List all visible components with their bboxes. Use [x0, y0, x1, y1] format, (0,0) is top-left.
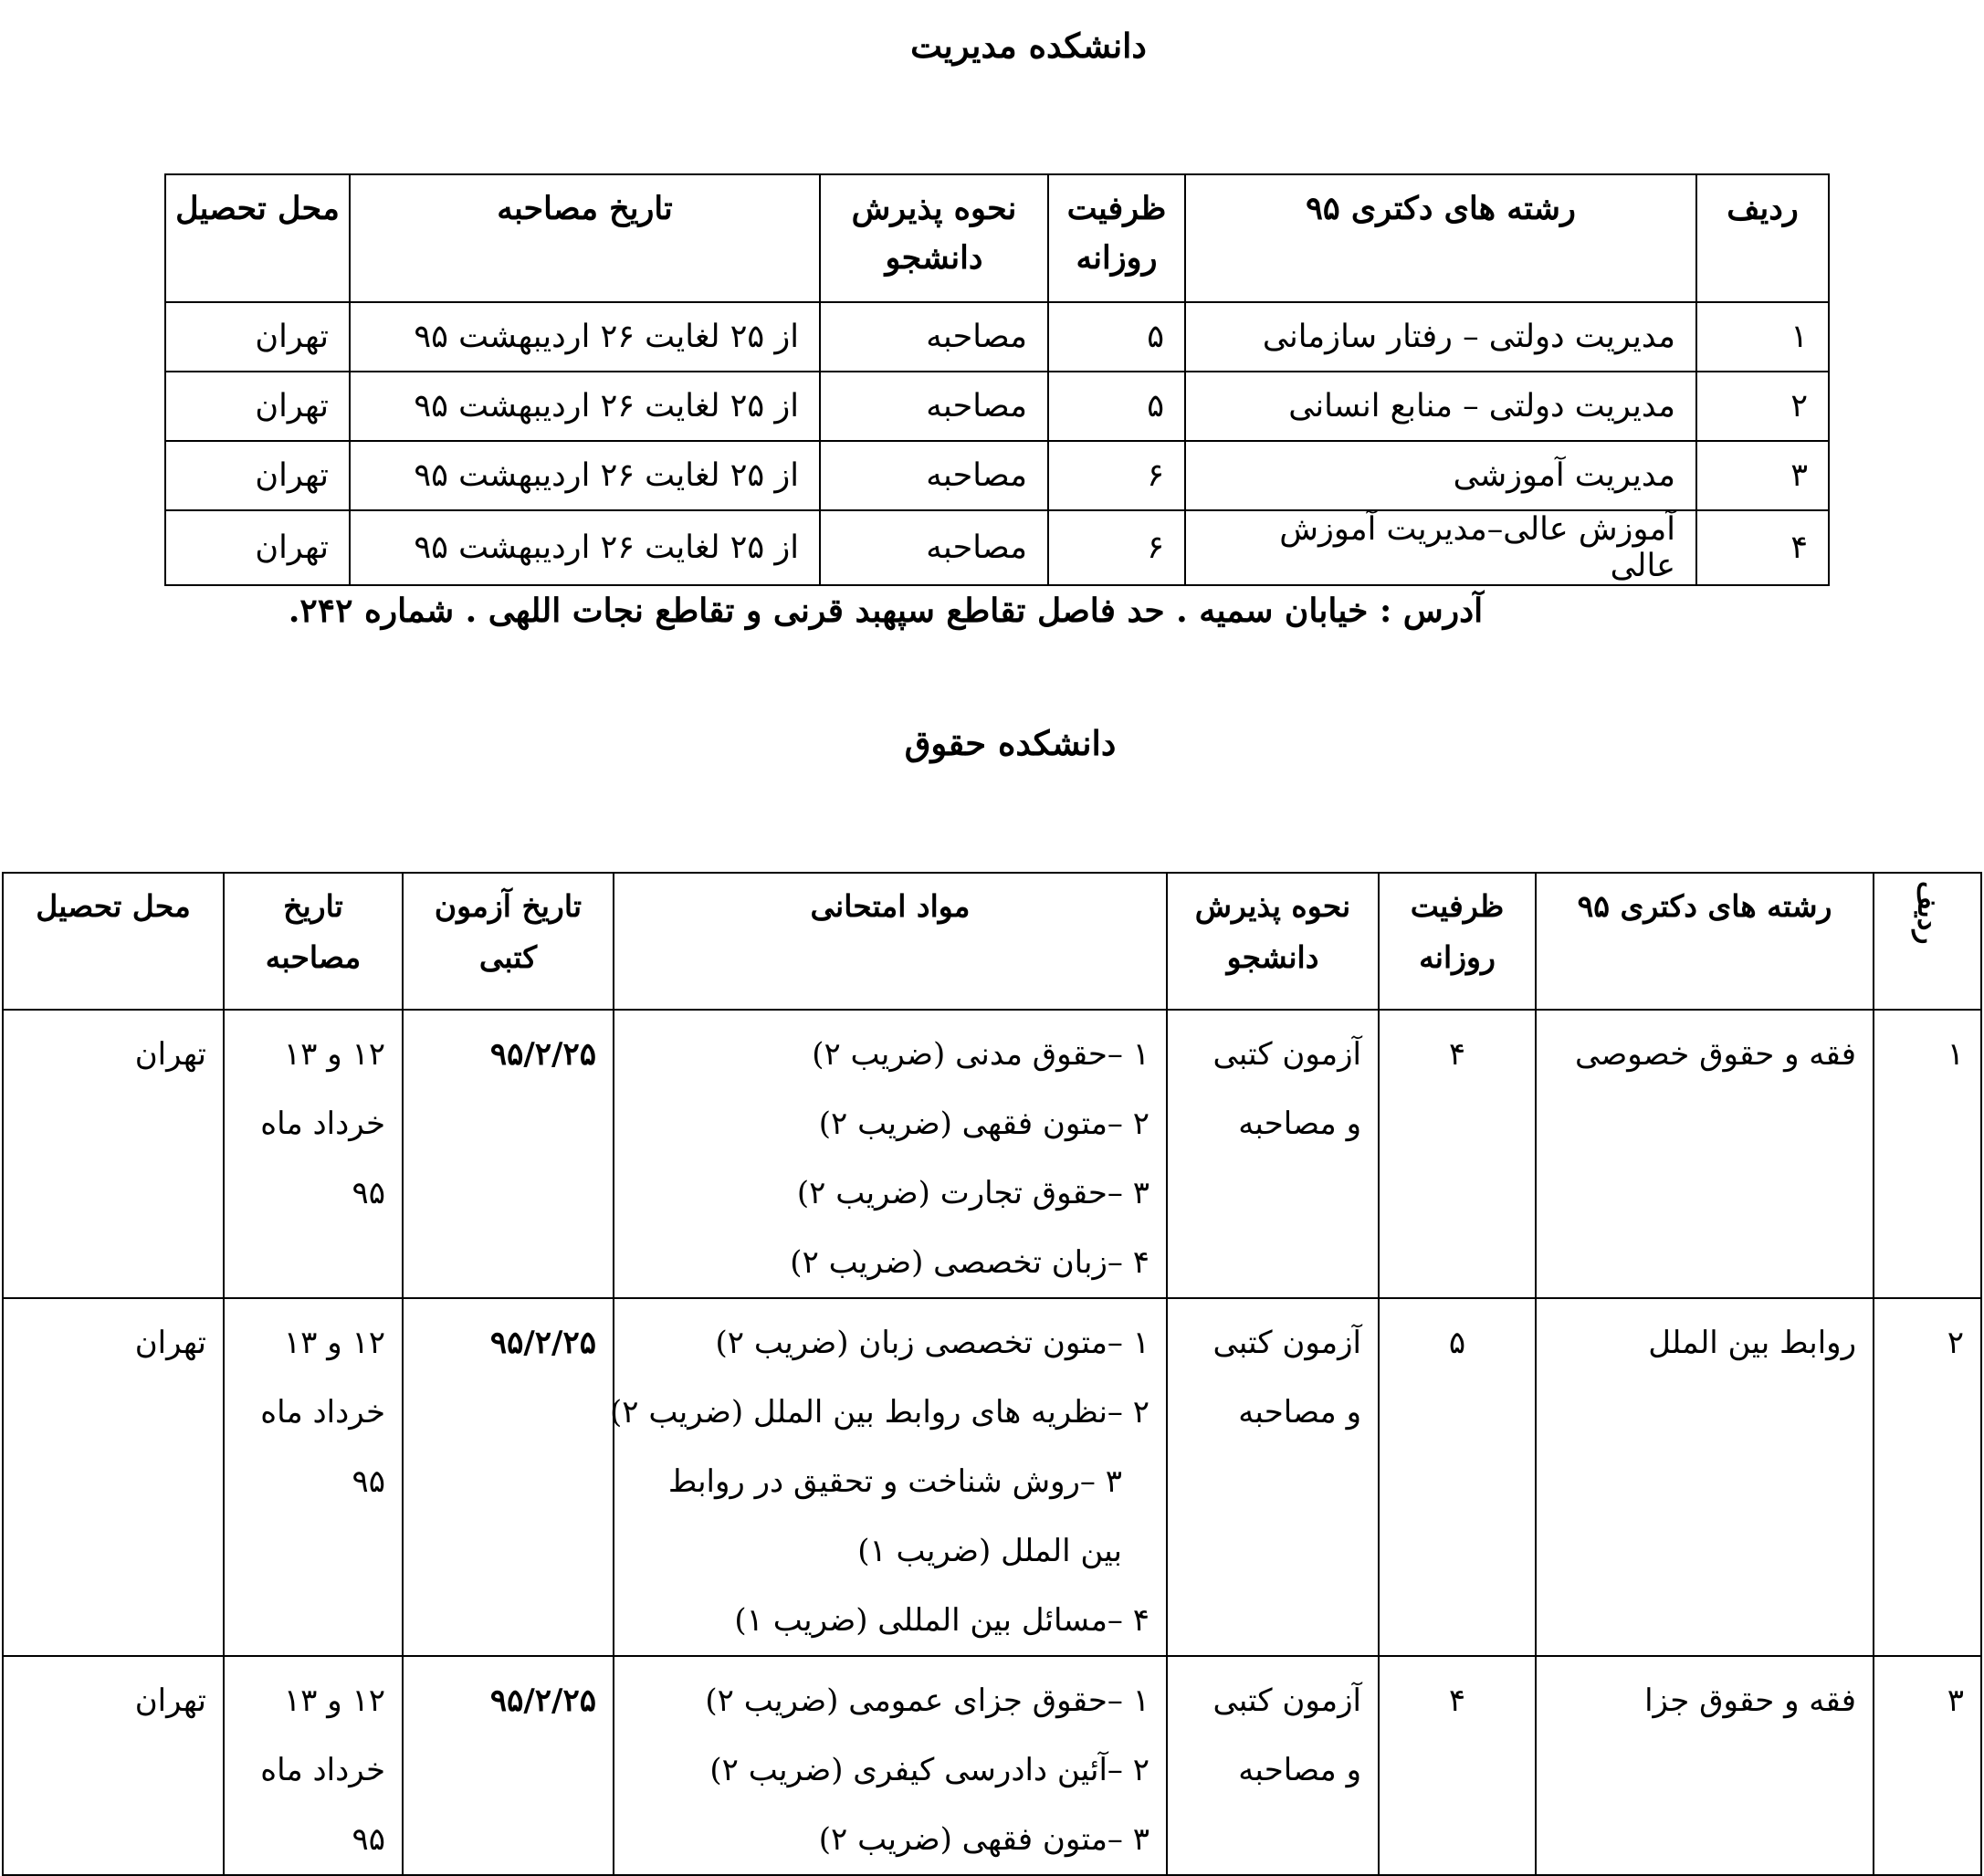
interview-date — [224, 1298, 403, 1656]
subject-item: ۱ –حقوق مدنی (ضریب ۲) — [812, 1036, 1149, 1073]
capacity: ۶ — [1048, 441, 1185, 510]
field-name: روابط بین الملل — [1536, 1298, 1874, 1656]
interview-date-line: ۱۲ و ۱۳ — [283, 1325, 385, 1361]
subject-item: ۱ –متون تخصصی زبان (ضریب ۲) — [715, 1325, 1149, 1361]
subject-item: ۲ –آئین دادرسی کیفری (ضریب ۲) — [709, 1752, 1149, 1788]
admission-method-line: آزمون کتبی — [1212, 1682, 1361, 1719]
interview-date-line: ۹۵ — [352, 1821, 385, 1858]
table-row — [3, 1656, 1981, 1875]
table-row — [165, 510, 1829, 585]
subject-item: ۲ –نظریه های روابط بین الملل (ضریب ۲) — [610, 1394, 1149, 1431]
row-number: ۳ — [1696, 441, 1829, 510]
management-table — [164, 173, 1830, 586]
admission-method-line: آزمون کتبی — [1212, 1325, 1361, 1361]
study-place: تهران — [3, 1656, 224, 1875]
interview-date-line: خرداد ماه — [260, 1752, 385, 1788]
capacity: ۶ — [1048, 510, 1185, 585]
admission-method — [1167, 1656, 1379, 1875]
admission-method: مصاحبه — [820, 510, 1048, 585]
capacity: ۴ — [1379, 1010, 1536, 1298]
exam-subjects — [610, 1298, 1167, 1656]
field-name: فقه و حقوق جزا — [1536, 1656, 1874, 1875]
interview-date: از ۲۵ لغایت ۲۶ اردیبهشت ۹۵ — [350, 510, 820, 585]
table-row — [165, 302, 1829, 372]
header-interview-date: تاریخ مصاحبه — [350, 174, 820, 302]
subject-item: ۴ –زبان تخصصی (ضریب ۲) — [790, 1244, 1149, 1281]
header-row-number: ردیف — [1874, 873, 1981, 1010]
law-table — [2, 872, 1982, 1876]
written-exam-date: ۹۵/۲/۲۵ — [403, 1010, 614, 1298]
admission-method-line: و مصاحبه — [1238, 1752, 1361, 1788]
row-number: ۱ — [1696, 302, 1829, 372]
interview-date — [224, 1656, 403, 1875]
exam-subjects — [614, 1656, 1167, 1875]
header-capacity: ظرفیت روزانه — [1379, 873, 1536, 1010]
capacity: ۵ — [1048, 302, 1185, 372]
header-interview-date: تاریخ مصاحبه — [224, 873, 403, 1010]
header-study-place: محل تحصیل — [3, 873, 224, 1010]
table-header-row — [3, 873, 1981, 1010]
header-field: رشته های دکتری ۹۵ — [1536, 873, 1874, 1010]
row-number: ۲ — [1874, 1298, 1981, 1656]
subject-item: ۳ –متون فقهی (ضریب ۲) — [818, 1821, 1149, 1858]
admission-method: مصاحبه — [820, 302, 1048, 372]
capacity: ۵ — [1379, 1298, 1536, 1656]
capacity: ۵ — [1048, 372, 1185, 441]
field-name: مدیریت دولتی – رفتار سازمانی — [1185, 302, 1696, 372]
field-name: آموزش عالی–مدیریت آموزش عالی — [1185, 510, 1696, 585]
row-number: ۲ — [1696, 372, 1829, 441]
row-number: ۴ — [1696, 510, 1829, 585]
admission-method-line: آزمون کتبی — [1212, 1036, 1361, 1073]
header-capacity: ظرفیت روزانه — [1048, 174, 1185, 302]
study-place: تهران — [165, 441, 350, 510]
management-address: آدرس : خیابان سمیه . حد فاصل تقاطع سپهبد قرنی و تقاطع نجات اللهی . شماره ۲۴۲. — [288, 592, 1484, 630]
written-exam-date: ۹۵/۲/۲۵ — [403, 1298, 614, 1656]
interview-date-line: خرداد ماه — [260, 1106, 385, 1142]
study-place: تهران — [165, 302, 350, 372]
interview-date-line: ۱۲ و ۱۳ — [283, 1036, 385, 1073]
exam-subjects — [614, 1010, 1167, 1298]
admission-method: مصاحبه — [820, 372, 1048, 441]
table-row — [3, 1010, 1981, 1298]
capacity: ۴ — [1379, 1656, 1536, 1875]
table-row — [165, 441, 1829, 510]
field-name: مدیریت آموزشی — [1185, 441, 1696, 510]
header-row-number: ردیف — [1696, 174, 1829, 302]
admission-method-line: و مصاحبه — [1238, 1106, 1361, 1142]
study-place: تهران — [165, 510, 350, 585]
subject-item: ۳ –حقوق تجارت (ضریب ۲) — [796, 1175, 1149, 1211]
subject-item: ۲ –متون فقهی (ضریب ۲) — [818, 1106, 1149, 1142]
row-number: ۱ — [1874, 1010, 1981, 1298]
admission-method — [1167, 1010, 1379, 1298]
interview-date-line: خرداد ماه — [260, 1394, 385, 1431]
header-exam-subjects: مواد امتحانی — [614, 873, 1167, 1010]
header-field: رشته های دکتری ۹۵ — [1185, 174, 1696, 302]
table-row — [3, 1298, 1981, 1656]
header-admission-method: نحوه پذیرش دانشجو — [820, 174, 1048, 302]
interview-date-line: ۹۵ — [352, 1175, 385, 1211]
written-exam-date: ۹۵/۲/۲۵ — [403, 1656, 614, 1875]
row-number: ۳ — [1874, 1656, 1981, 1875]
management-faculty-title: دانشکده مدیریت — [910, 26, 1147, 66]
interview-date: از ۲۵ لغایت ۲۶ اردیبهشت ۹۵ — [350, 441, 820, 510]
study-place: تهران — [3, 1298, 224, 1656]
table-header-row — [165, 174, 1829, 302]
field-name: فقه و حقوق خصوصی — [1536, 1010, 1874, 1298]
admission-method — [1167, 1298, 1379, 1656]
interview-date-line: ۹۵ — [352, 1463, 385, 1500]
admission-method: مصاحبه — [820, 441, 1048, 510]
subject-item: ۳ –روش شناخت و تحقیق در روابط بین الملل (ضریب ۱) — [667, 1463, 1122, 1569]
header-written-exam-date: تاریخ آزمون کتبی — [403, 873, 614, 1010]
header-study-place: محل تحصیل — [165, 174, 350, 302]
subject-item: ۱ –حقوق جزای عمومی (ضریب ۲) — [705, 1682, 1149, 1719]
admission-method-line: و مصاحبه — [1238, 1394, 1361, 1431]
interview-date-line: ۱۲ و ۱۳ — [283, 1682, 385, 1719]
law-faculty-title: دانشکده حقوق — [904, 723, 1117, 763]
interview-date — [224, 1010, 403, 1298]
table-row — [165, 372, 1829, 441]
interview-date: از ۲۵ لغایت ۲۶ اردیبهشت ۹۵ — [350, 302, 820, 372]
study-place: تهران — [3, 1010, 224, 1298]
study-place: تهران — [165, 372, 350, 441]
interview-date: از ۲۵ لغایت ۲۶ اردیبهشت ۹۵ — [350, 372, 820, 441]
header-admission-method: نحوه پذیرش دانشجو — [1167, 873, 1379, 1010]
subject-item: ۴ –مسائل بین المللی (ضریب ۱) — [734, 1602, 1149, 1639]
field-name: مدیریت دولتی – منابع انسانی — [1185, 372, 1696, 441]
